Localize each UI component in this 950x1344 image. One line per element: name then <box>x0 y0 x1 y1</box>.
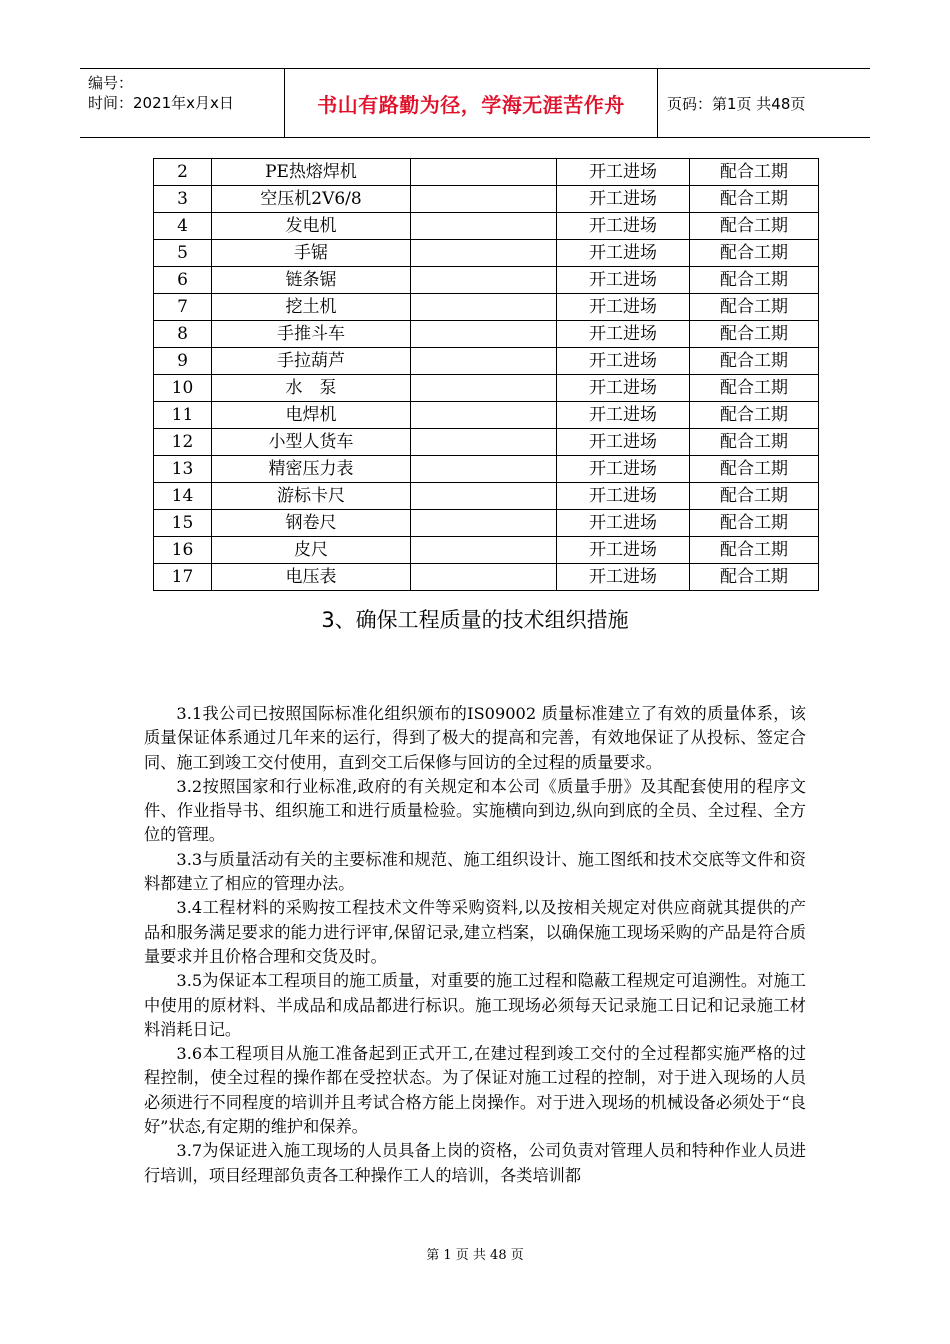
section-body <box>144 702 806 1188</box>
cell-name: 电压表 <box>212 564 411 591</box>
cell-number: 5 <box>154 240 212 267</box>
cell-spec <box>411 456 557 483</box>
cell-time: 开工进场 <box>557 240 690 267</box>
cell-number: 12 <box>154 429 212 456</box>
cell-use: 配合工期 <box>690 429 819 456</box>
cell-use: 配合工期 <box>690 321 819 348</box>
cell-time: 开工进场 <box>557 429 690 456</box>
cell-spec <box>411 348 557 375</box>
cell-name: 手拉葫芦 <box>212 348 411 375</box>
equipment-table-body <box>154 159 819 591</box>
table-row <box>154 456 819 483</box>
document-time: 时间：2021年x月x日 <box>88 94 234 112</box>
table-row <box>154 267 819 294</box>
cell-spec <box>411 240 557 267</box>
cell-number: 7 <box>154 294 212 321</box>
paragraph-3-1: 3.1我公司已按照国际标准化组织颁布的IS09002 质量标准建立了有效的质量体系，该质量保证体系通过几年来的运行，得到了极大的提高和完善，有效地保证了从投标、签定合同、施工到竣工交付使用，直到交工后保修与回访的全过程的质量要求。 <box>144 704 806 772</box>
cell-spec <box>411 159 557 186</box>
cell-spec <box>411 483 557 510</box>
table-row <box>154 348 819 375</box>
paragraph-3-6: 3.6本工程项目从施工准备起到正式开工,在建过程到竣工交付的全过程都实施严格的过程控制，使全过程的操作都在受控状态。为了保证对施工过程的控制，对于进入现场的人员必须进行不同程度的培训并且考试合格方能上岗操作。对于进入现场的机械设备必须处于“良好”状态,有定期的维护和保养。 <box>144 1044 806 1137</box>
header-page-info: 页码：第1页 共48页 <box>667 94 806 113</box>
table-row <box>154 402 819 429</box>
cell-number: 6 <box>154 267 212 294</box>
cell-time: 开工进场 <box>557 375 690 402</box>
cell-name: 小型人货车 <box>212 429 411 456</box>
cell-number: 11 <box>154 402 212 429</box>
paragraph-3-7: 3.7为保证进入施工现场的人员具备上岗的资格，公司负责对管理人员和特种作业人员进行培训，项目经理部负责各工种操作工人的培训，各类培训都 <box>144 1141 806 1185</box>
cell-spec <box>411 429 557 456</box>
cell-number: 17 <box>154 564 212 591</box>
section-title: 3、确保工程质量的技术组织措施 <box>321 608 629 632</box>
cell-name: PE热熔焊机 <box>212 159 411 186</box>
cell-spec <box>411 402 557 429</box>
table-row <box>154 375 819 402</box>
cell-spec <box>411 510 557 537</box>
table-row <box>154 186 819 213</box>
cell-use: 配合工期 <box>690 375 819 402</box>
cell-name: 发电机 <box>212 213 411 240</box>
paragraph-3-5: 3.5为保证本工程项目的施工质量，对重要的施工过程和隐蔽工程规定可追溯性。对施工中使用的原材料、半成品和成品都进行标识。施工现场必须每天记录施工日记和记录施工材料消耗日记。 <box>144 971 806 1039</box>
cell-name: 挖土机 <box>212 294 411 321</box>
table-row <box>154 564 819 591</box>
cell-number: 15 <box>154 510 212 537</box>
cell-use: 配合工期 <box>690 402 819 429</box>
paragraph-3-3: 3.3与质量活动有关的主要标准和规范、施工组织设计、施工图纸和技术交底等文件和资料都建立了相应的管理办法。 <box>144 849 806 894</box>
table-row <box>154 159 819 186</box>
cell-use: 配合工期 <box>690 240 819 267</box>
cell-spec <box>411 213 557 240</box>
cell-time: 开工进场 <box>557 348 690 375</box>
cell-use: 配合工期 <box>690 213 819 240</box>
cell-use: 配合工期 <box>690 186 819 213</box>
table-row <box>154 294 819 321</box>
cell-time: 开工进场 <box>557 294 690 321</box>
cell-use: 配合工期 <box>690 159 819 186</box>
paragraph-3-4: 3.4工程材料的采购按工程技术文件等采购资料,以及按相关规定对供应商就其提供的产品和服务满足要求的能力进行评审,保留记录,建立档案，以确保施工现场采购的产品是符合质量要求并且价格合理和交货及时。 <box>144 898 806 966</box>
cell-number: 16 <box>154 537 212 564</box>
cell-use: 配合工期 <box>690 294 819 321</box>
cell-name: 水 泵 <box>212 375 411 402</box>
cell-spec <box>411 267 557 294</box>
cell-spec <box>411 321 557 348</box>
page-footer: 第 1 页 共 48 页 <box>426 1248 524 1263</box>
cell-number: 13 <box>154 456 212 483</box>
table-row <box>154 321 819 348</box>
cell-name: 手推斗车 <box>212 321 411 348</box>
cell-use: 配合工期 <box>690 348 819 375</box>
cell-number: 9 <box>154 348 212 375</box>
cell-spec <box>411 537 557 564</box>
cell-time: 开工进场 <box>557 186 690 213</box>
table-row <box>154 510 819 537</box>
cell-use: 配合工期 <box>690 537 819 564</box>
cell-number: 8 <box>154 321 212 348</box>
table-row <box>154 483 819 510</box>
cell-time: 开工进场 <box>557 402 690 429</box>
cell-use: 配合工期 <box>690 510 819 537</box>
cell-number: 2 <box>154 159 212 186</box>
table-row <box>154 429 819 456</box>
cell-time: 开工进场 <box>557 213 690 240</box>
cell-use: 配合工期 <box>690 267 819 294</box>
document-number: 编号： <box>88 74 134 92</box>
header-meta <box>80 69 285 137</box>
cell-time: 开工进场 <box>557 510 690 537</box>
table-row <box>154 213 819 240</box>
cell-number: 10 <box>154 375 212 402</box>
page-header <box>80 68 870 138</box>
cell-use: 配合工期 <box>690 564 819 591</box>
cell-time: 开工进场 <box>557 159 690 186</box>
cell-spec <box>411 375 557 402</box>
cell-number: 3 <box>154 186 212 213</box>
cell-number: 4 <box>154 213 212 240</box>
cell-time: 开工进场 <box>557 564 690 591</box>
cell-time: 开工进场 <box>557 537 690 564</box>
cell-number: 14 <box>154 483 212 510</box>
cell-name: 游标卡尺 <box>212 483 411 510</box>
cell-spec <box>411 186 557 213</box>
cell-name: 钢卷尺 <box>212 510 411 537</box>
paragraph-3-2: 3.2按照国家和行业标准,政府的有关规定和本公司《质量手册》及其配套使用的程序文件、作业指导书、组织施工和进行质量检验。实施横向到边,纵向到底的全员、全过程、全方位的管理。 <box>144 776 806 845</box>
table-row <box>154 240 819 267</box>
cell-time: 开工进场 <box>557 267 690 294</box>
cell-spec <box>411 294 557 321</box>
cell-name: 链条锯 <box>212 267 411 294</box>
cell-time: 开工进场 <box>557 483 690 510</box>
cell-use: 配合工期 <box>690 483 819 510</box>
cell-time: 开工进场 <box>557 321 690 348</box>
cell-name: 空压机2V6/8 <box>212 186 411 213</box>
equipment-table <box>153 158 819 591</box>
cell-name: 电焊机 <box>212 402 411 429</box>
cell-name: 手锯 <box>212 240 411 267</box>
cell-time: 开工进场 <box>557 456 690 483</box>
cell-name: 精密压力表 <box>212 456 411 483</box>
cell-spec <box>411 564 557 591</box>
cell-use: 配合工期 <box>690 456 819 483</box>
header-motto: 书山有路勤为径，学海无涯苦作舟 <box>285 69 658 137</box>
cell-name: 皮尺 <box>212 537 411 564</box>
table-row <box>154 537 819 564</box>
